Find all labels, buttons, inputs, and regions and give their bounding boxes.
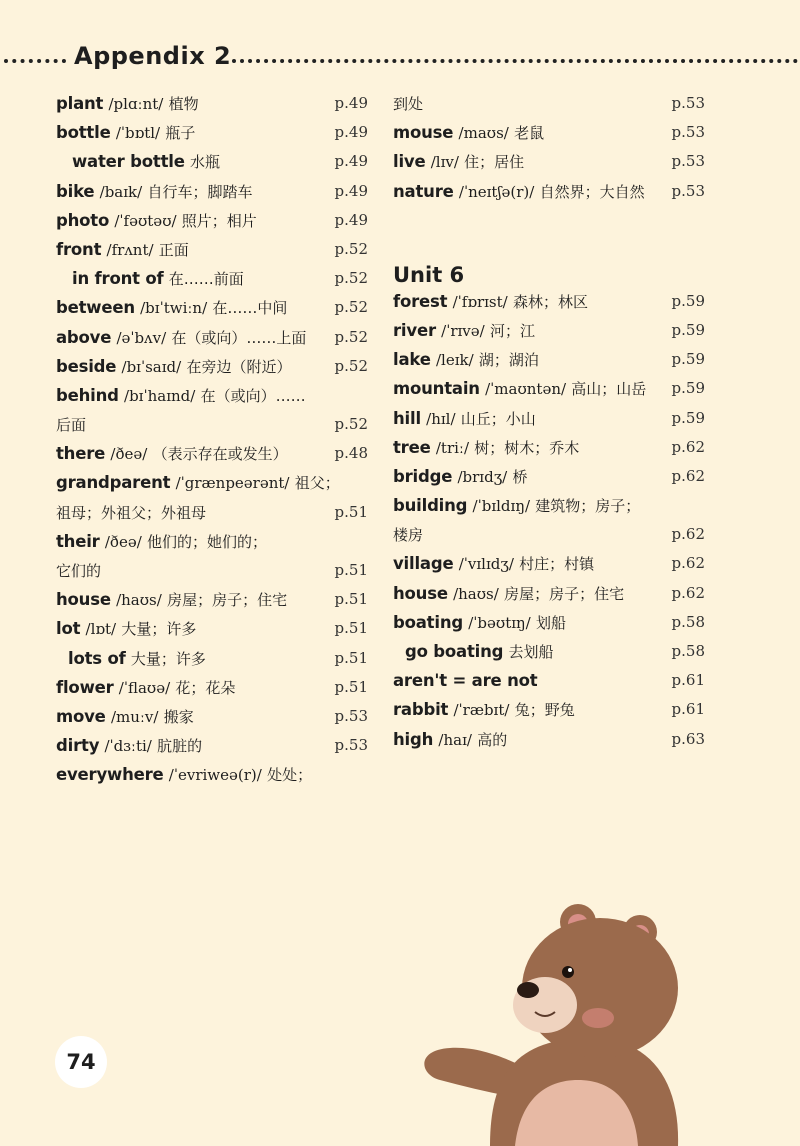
page-reference: p.52: [334, 356, 368, 375]
bear-icon: [410, 900, 710, 1146]
entry-text: [393, 579, 624, 609]
chinese-meaning: 自行车；脚踏车: [147, 182, 253, 201]
vocabulary-entry: [393, 316, 705, 345]
phonetic-transcription: /bɪˈtwiːn/: [140, 299, 208, 318]
page-reference: p.63: [671, 729, 705, 748]
page-reference: p.51: [334, 561, 368, 579]
page-reference: p.62: [671, 583, 705, 602]
chinese-meaning: 高山；山岳: [571, 380, 647, 399]
vocabulary-entry: [56, 498, 368, 527]
entry-text: [56, 556, 101, 586]
headword: lots of: [68, 648, 126, 668]
chinese-meaning: 村庄；村镇: [519, 555, 595, 574]
vocabulary-entry: [393, 147, 705, 176]
entry-text: [56, 264, 244, 294]
entry-text: [393, 520, 423, 550]
page-reference: p.53: [334, 706, 368, 725]
chinese-meaning: 大量；许多: [130, 649, 206, 668]
phonetic-transcription: /ˈrɪvə/: [441, 321, 485, 340]
dotted-rule-right: [232, 59, 798, 63]
phonetic-transcription: /baɪk/: [99, 182, 143, 201]
entry-text: [393, 345, 539, 375]
vocabulary-entry: [393, 549, 705, 578]
entry-text: [393, 608, 566, 638]
page-reference: p.52: [334, 239, 368, 258]
page-reference: p.58: [671, 642, 705, 660]
chinese-meaning: 后面: [56, 416, 87, 435]
entry-text: [56, 585, 287, 615]
phonetic-transcription: /haʊs/: [453, 584, 499, 603]
right-column-continued-list: [393, 89, 705, 206]
unit-6-word-list: [393, 287, 705, 754]
chinese-meaning: 桥: [512, 467, 528, 486]
chinese-meaning: 山丘；小山: [460, 409, 536, 428]
chinese-meaning: 瓶子: [165, 124, 196, 143]
right-vocabulary-column: [393, 89, 705, 754]
phonetic-transcription: /plɑːnt/: [108, 95, 164, 113]
chinese-meaning: 森林；林区: [512, 292, 588, 311]
phonetic-transcription: /ðeə/: [110, 445, 148, 464]
headword: house: [393, 583, 448, 603]
section-gap: [393, 206, 705, 235]
phonetic-transcription: /bɪˈsaɪd/: [121, 357, 182, 376]
vocabulary-entry: [393, 666, 705, 695]
headword: between: [56, 298, 135, 318]
chinese-meaning: 兔；野兔: [514, 701, 575, 720]
vocabulary-entry: [393, 177, 705, 206]
chinese-meaning: 大量；许多: [121, 620, 197, 639]
headword: high: [393, 729, 434, 749]
headword: beside: [56, 356, 117, 376]
page-reference: p.58: [671, 612, 705, 631]
page-reference: p.59: [671, 350, 705, 369]
chinese-meaning: 处处；: [267, 766, 313, 785]
headword: boating: [393, 612, 463, 632]
page-reference: p.62: [671, 554, 705, 573]
phonetic-transcription: /əˈbʌv/: [116, 328, 167, 347]
headword: dirty: [56, 736, 100, 756]
chinese-meaning: （表示存在或发生）: [152, 445, 288, 464]
chinese-meaning: 照片；相片: [181, 211, 257, 230]
headword: in front of: [72, 269, 164, 289]
headword: live: [393, 152, 426, 172]
chinese-meaning: 在……前面: [168, 270, 244, 289]
vocabulary-entry: [393, 491, 705, 520]
entry-text: [56, 702, 194, 732]
page-reference: p.52: [334, 327, 368, 346]
entry-text: [56, 118, 195, 148]
entry-text: [393, 147, 524, 177]
vocabulary-entry: [56, 468, 368, 497]
vocabulary-entry: [393, 608, 705, 637]
vocabulary-entry: [56, 527, 368, 556]
vocabulary-entry: [393, 404, 705, 433]
entry-text: [56, 439, 288, 469]
chinese-meaning: 高的: [477, 730, 508, 749]
entry-text: [56, 89, 199, 119]
phonetic-transcription: /ˈmaʊntən/: [485, 380, 567, 399]
chinese-meaning: 去划船: [508, 643, 554, 661]
headword: flower: [56, 677, 114, 697]
chinese-meaning: 水瓶: [189, 153, 220, 172]
page-reference: p.52: [334, 298, 368, 317]
headword: rabbit: [393, 700, 449, 720]
chinese-meaning: 到处: [393, 95, 424, 113]
entry-text: [393, 404, 536, 434]
chinese-meaning: 河；江: [489, 321, 535, 340]
vocabulary-entry: [56, 556, 368, 585]
page-reference: p.53: [671, 94, 705, 112]
headword: mountain: [393, 379, 480, 399]
entry-text: [393, 637, 554, 667]
entry-text: [56, 293, 287, 323]
headword: go boating: [405, 642, 504, 661]
phonetic-transcription: /brɪdʒ/: [457, 467, 508, 486]
phonetic-transcription: /ˈfɒrɪst/: [452, 292, 508, 311]
phonetic-transcription: /lɪv/: [430, 153, 459, 172]
vocabulary-entry: [393, 462, 705, 491]
vocabulary-entry: [393, 695, 705, 724]
vocabulary-entry: [393, 520, 705, 549]
entry-text: [393, 374, 646, 404]
headword: village: [393, 554, 454, 574]
chinese-meaning: 祖父；: [294, 474, 340, 493]
entry-text: [56, 147, 220, 177]
page-reference: p.62: [671, 525, 705, 544]
headword: plant: [56, 94, 104, 113]
phonetic-transcription: /haʊs/: [116, 591, 162, 610]
phonetic-transcription: /ˈbɒtl/: [115, 124, 161, 143]
page-reference: p.59: [671, 408, 705, 427]
entry-text: [393, 549, 594, 579]
vocabulary-entry: [393, 579, 705, 608]
vocabulary-entry: [56, 293, 368, 322]
headword: tree: [393, 437, 431, 457]
headword: bike: [56, 181, 95, 201]
vocabulary-entry: [393, 374, 705, 403]
entry-text: [393, 177, 645, 207]
vocabulary-entry: [56, 352, 368, 381]
chinese-meaning: 花；花朵: [175, 678, 236, 697]
page-reference: p.51: [334, 648, 368, 667]
page-number: 74: [55, 1036, 107, 1088]
entry-text: [393, 491, 640, 521]
entry-text: [393, 462, 527, 492]
chinese-meaning: 正面: [158, 240, 189, 259]
unit-title: Unit 6: [393, 262, 465, 287]
phonetic-transcription: /ˈdɜːti/: [104, 737, 152, 756]
phonetic-transcription: /ˈvɪlɪdʒ/: [458, 555, 514, 574]
vocabulary-entry: [393, 118, 705, 147]
vocabulary-entry: [56, 89, 368, 118]
phonetic-transcription: /muːv/: [110, 707, 159, 726]
chinese-meaning: 楼房: [393, 526, 424, 545]
vocabulary-entry: [56, 177, 368, 206]
entry-text: [56, 206, 257, 236]
headword: forest: [393, 291, 448, 311]
page-reference: p.53: [334, 736, 368, 755]
phonetic-transcription: /ˈræbɪt/: [453, 701, 510, 720]
headword: there: [56, 444, 106, 464]
entry-text: [393, 433, 579, 463]
headword: grandparent: [56, 473, 171, 493]
phonetic-transcription: /bɪˈhaɪnd/: [124, 386, 196, 405]
phonetic-transcription: /triː/: [435, 438, 470, 457]
headword: building: [393, 496, 468, 516]
vocabulary-entry: [56, 614, 368, 643]
chinese-meaning: 房屋；房子；住宅: [504, 584, 625, 603]
page-reference: p.49: [334, 123, 368, 142]
chinese-meaning: 祖母；外祖父；外祖母: [56, 503, 207, 522]
left-vocabulary-column: [56, 89, 368, 790]
page-reference: p.53: [671, 181, 705, 200]
entry-text: [56, 177, 252, 207]
page-reference: p.49: [334, 94, 368, 112]
chinese-meaning: 他们的；她们的；: [147, 532, 268, 551]
page-reference: p.53: [671, 123, 705, 142]
page-reference: p.51: [334, 619, 368, 638]
entry-text: [56, 323, 306, 353]
page-reference: p.62: [671, 437, 705, 456]
page-reference: p.49: [334, 181, 368, 200]
chinese-meaning: 肮脏的: [157, 737, 203, 756]
vocabulary-entry: [56, 147, 368, 176]
headword: nature: [393, 181, 454, 201]
vocabulary-entry: [393, 287, 705, 316]
vocabulary-entry: [56, 264, 368, 293]
entry-text: [56, 352, 291, 382]
headword: front: [56, 239, 102, 259]
page-reference: p.51: [334, 502, 368, 521]
headword: everywhere: [56, 765, 164, 785]
entry-text: [393, 118, 544, 148]
vocabulary-entry: [56, 439, 368, 468]
chinese-meaning: 在……中间: [212, 299, 288, 318]
vocabulary-entry: [393, 637, 705, 666]
chinese-meaning: 在（或向）……上面: [171, 328, 307, 347]
phonetic-transcription: /ˈevriweə(r)/: [168, 766, 262, 785]
vocabulary-entry: [56, 323, 368, 352]
page-reference: p.51: [334, 677, 368, 696]
vocabulary-entry: [393, 89, 705, 118]
phonetic-transcription: /ˈfəʊtəʊ/: [114, 211, 177, 230]
headword: aren't = are not: [393, 671, 538, 691]
page-reference: p.59: [671, 379, 705, 398]
chinese-meaning: 房屋；房子；住宅: [167, 591, 288, 610]
page-reference: p.61: [671, 671, 705, 690]
phonetic-transcription: /lɒt/: [85, 620, 117, 639]
page-reference: p.52: [334, 415, 368, 434]
phonetic-transcription: /frʌnt/: [106, 240, 154, 259]
headword: move: [56, 706, 106, 726]
vocabulary-entry: [56, 206, 368, 235]
entry-text: [56, 381, 306, 411]
chinese-meaning: 它们的: [56, 562, 102, 580]
vocabulary-entry: [56, 118, 368, 147]
headword: mouse: [393, 123, 454, 143]
dotted-rule-left: [4, 59, 66, 63]
entry-text: [56, 673, 235, 703]
entry-text: [56, 410, 86, 440]
vocabulary-entry: [393, 345, 705, 374]
chinese-meaning: 老鼠: [514, 124, 545, 143]
vocabulary-entry: [56, 644, 368, 673]
entry-text: [393, 695, 575, 725]
vocabulary-entry: [56, 410, 368, 439]
page-reference: p.53: [671, 152, 705, 171]
page-reference: p.61: [671, 700, 705, 719]
entry-text: [56, 731, 202, 761]
entry-text: [393, 666, 537, 695]
entry-text: [56, 498, 206, 528]
chinese-meaning: 湖；湖泊: [478, 351, 539, 370]
entry-text: [56, 644, 206, 674]
phonetic-transcription: /leɪk/: [435, 351, 474, 370]
entry-text: [393, 89, 423, 119]
appendix-title: Appendix 2: [74, 42, 232, 70]
phonetic-transcription: /ˈbɪldɪŋ/: [472, 497, 531, 516]
chinese-meaning: 建筑物；房子；: [535, 497, 641, 516]
entry-text: [56, 527, 267, 557]
page-reference: p.62: [671, 466, 705, 485]
phonetic-transcription: /hɪl/: [426, 409, 456, 428]
page-reference: p.52: [334, 269, 368, 288]
vocabulary-entry: [56, 381, 368, 410]
entry-text: [56, 614, 196, 644]
entry-text: [393, 287, 588, 317]
headword: lot: [56, 619, 81, 639]
vocabulary-entry: [393, 433, 705, 462]
chinese-meaning: 划船: [535, 613, 566, 632]
phonetic-transcription: /ˈbəʊtɪŋ/: [468, 613, 531, 632]
vocabulary-entry: [56, 702, 368, 731]
headword: above: [56, 327, 112, 347]
page-reference: p.59: [671, 320, 705, 339]
page-reference: p.51: [334, 590, 368, 609]
headword: photo: [56, 210, 110, 230]
page-reference: p.48: [334, 444, 368, 463]
headword: hill: [393, 408, 421, 428]
headword: bridge: [393, 466, 453, 486]
chinese-meaning: 在（或向）……: [200, 386, 306, 405]
headword: their: [56, 531, 100, 551]
page-reference: p.49: [334, 152, 368, 171]
page-header: [0, 38, 800, 82]
headword: water bottle: [72, 152, 185, 172]
phonetic-transcription: /haɪ/: [438, 730, 472, 749]
vocabulary-entry: [56, 235, 368, 264]
page-reference: p.49: [334, 210, 368, 229]
chinese-meaning: 在旁边（附近）: [186, 357, 292, 376]
entry-text: [393, 725, 507, 755]
vocabulary-entry: [56, 673, 368, 702]
headword: house: [56, 590, 111, 610]
entry-text: [56, 468, 340, 498]
entry-text: [56, 235, 189, 265]
vocabulary-entry: [393, 725, 705, 754]
vocabulary-entry: [56, 731, 368, 760]
headword: lake: [393, 350, 431, 370]
chinese-meaning: 树；树木；乔木: [474, 438, 580, 457]
chinese-meaning: 植物: [168, 95, 199, 113]
entry-text: [393, 316, 535, 346]
headword: bottle: [56, 123, 111, 143]
chinese-meaning: 自然界；大自然: [539, 182, 645, 201]
phonetic-transcription: /ˈflaʊə/: [118, 678, 171, 697]
entry-text: [56, 760, 312, 790]
vocabulary-entry: [56, 585, 368, 614]
headword: behind: [56, 385, 119, 405]
page-reference: p.59: [671, 291, 705, 310]
phonetic-transcription: /ˈgrænpeərənt/: [175, 474, 290, 493]
headword: river: [393, 320, 436, 340]
phonetic-transcription: /ðeə/: [104, 532, 142, 551]
chinese-meaning: 搬家: [163, 707, 194, 726]
phonetic-transcription: /maʊs/: [458, 124, 509, 143]
chinese-meaning: 住；居住: [464, 153, 525, 172]
phonetic-transcription: /ˈneɪtʃə(r)/: [458, 182, 535, 201]
vocabulary-entry: [56, 760, 368, 789]
